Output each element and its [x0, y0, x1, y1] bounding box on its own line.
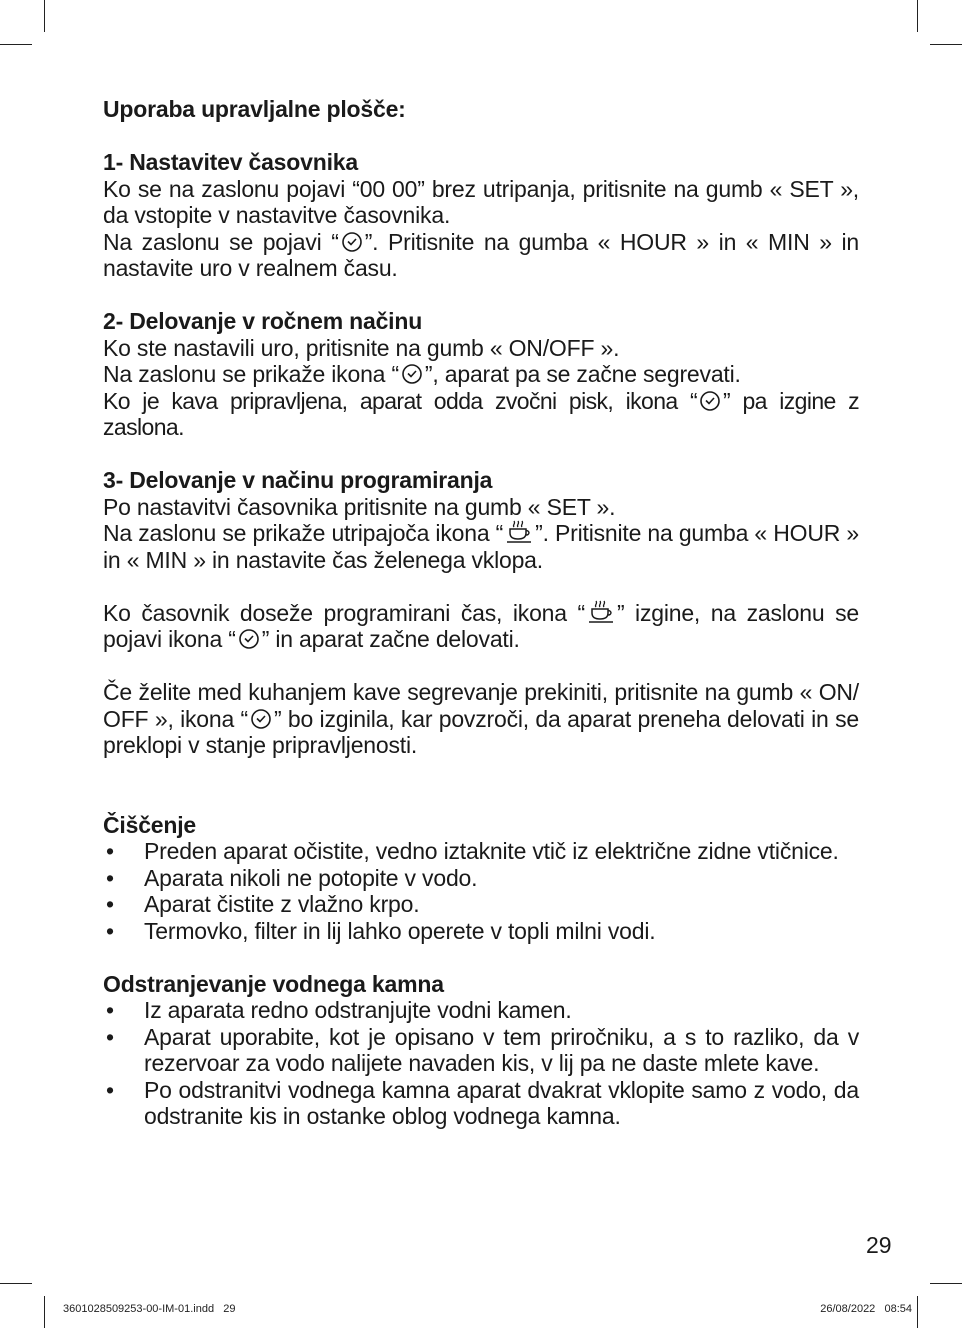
section-3-paragraph: Na zaslonu se prikaže utripajoča ikona “ ”. Pritisnite na gumba « HOUR » in « MIN » in nastavite čas želenega vklopa. [103, 520, 859, 573]
coffee-cup-icon [587, 600, 615, 624]
section-1-title: 1- Nastavitev časovnika [103, 149, 358, 175]
footer-datetime: 26/08/2022 08:54 [820, 1303, 912, 1315]
list-item: • Termovko, filter in lij lahko operete v topli milni vodi. [106, 917, 656, 944]
coffee-cup-icon [505, 520, 533, 544]
footer-file-info: 3601028509253-00-IM-01.indd 29 [63, 1303, 236, 1315]
cleaning-list [103, 838, 859, 944]
list-item: • Po odstranitvi vodnega kamna aparat dvakrat vklopite samo z vodo, da odstranite kis in ostanke oblog vodnega kamna. [106, 1076, 859, 1129]
crop-mark [917, 0, 918, 32]
section-3-title: 3- Delovanje v načinu programiranja [103, 467, 493, 493]
section-3-paragraph: Če želite med kuhanjem kave segrevanje prekiniti, pritisnite na gumb « ON/ OFF », ikona “ ” bo izginila, kar povzroči, da aparat preneha delovati in se preklopi v stanje pripravljenosti. [103, 679, 859, 758]
page-heading: Uporaba upravljalne plošče: [103, 96, 406, 122]
descaling-list [103, 997, 859, 1130]
list-item: • Preden aparat očistite, vedno iztaknite vtič iz električne zidne vtičnice. [106, 838, 839, 864]
clock-icon [341, 231, 363, 253]
section-2-title: 2- Delovanje v ročnem načinu [103, 308, 423, 334]
section-2-paragraph: Na zaslonu se prikaže ikona “ ”, aparat pa se začne segrevati. [103, 361, 741, 387]
section-1-paragraph: Na zaslonu se pojavi “ ”. Pritisnite na gumba « HOUR » in « MIN » in nastavite uro v realnem času. [103, 228, 859, 281]
cleaning-title: Čiščenje [103, 811, 197, 838]
list-item: • Aparat uporabite, kot je opisano v tem priročniku, a s to razliko, da v rezervoar za vodo nalijete navaden kis, v lij pa ne daste mlete kave. [106, 1023, 859, 1076]
list-item: • Iz aparata redno odstranjujte vodni kamen. [106, 997, 572, 1023]
crop-mark [917, 1296, 918, 1328]
crop-mark [0, 44, 32, 45]
section-3-paragraph: Po nastavitvi časovnika pritisnite na gumb « SET ». [103, 493, 616, 520]
section-1-paragraph: Ko se na zaslonu pojavi “00 00” brez utripanja, pritisnite na gumb « SET », da vstopite v nastavitve časovnika. [103, 175, 859, 228]
descaling-title: Odstranjevanje vodnega kamna [103, 970, 444, 997]
page-number: 29 [866, 1232, 892, 1258]
clock-icon [401, 363, 423, 385]
list-item: • Aparata nikoli ne potopite v vodo. [106, 864, 478, 891]
section-2-paragraph: Ko je kava pripravljena, aparat odda zvočni pisk, ikona “ ” pa izgine z zaslona. [103, 387, 859, 440]
page-content [103, 96, 859, 1130]
crop-mark [44, 0, 45, 32]
clock-icon [250, 708, 272, 730]
crop-mark [930, 1283, 962, 1284]
crop-mark [44, 1296, 45, 1328]
list-item: • Aparat čistite z vlažno krpo. [106, 891, 420, 917]
clock-icon [238, 628, 260, 650]
section-3-paragraph: Ko časovnik doseže programirani čas, ikona “ ” izgine, na zaslonu se pojavi ikona “ ” in aparat začne delovati. [103, 599, 859, 652]
clock-icon [699, 390, 721, 412]
crop-mark [0, 1283, 32, 1284]
crop-mark [930, 44, 962, 45]
section-2-paragraph: Ko ste nastavili uro, pritisnite na gumb « ON/OFF ». [103, 334, 620, 361]
